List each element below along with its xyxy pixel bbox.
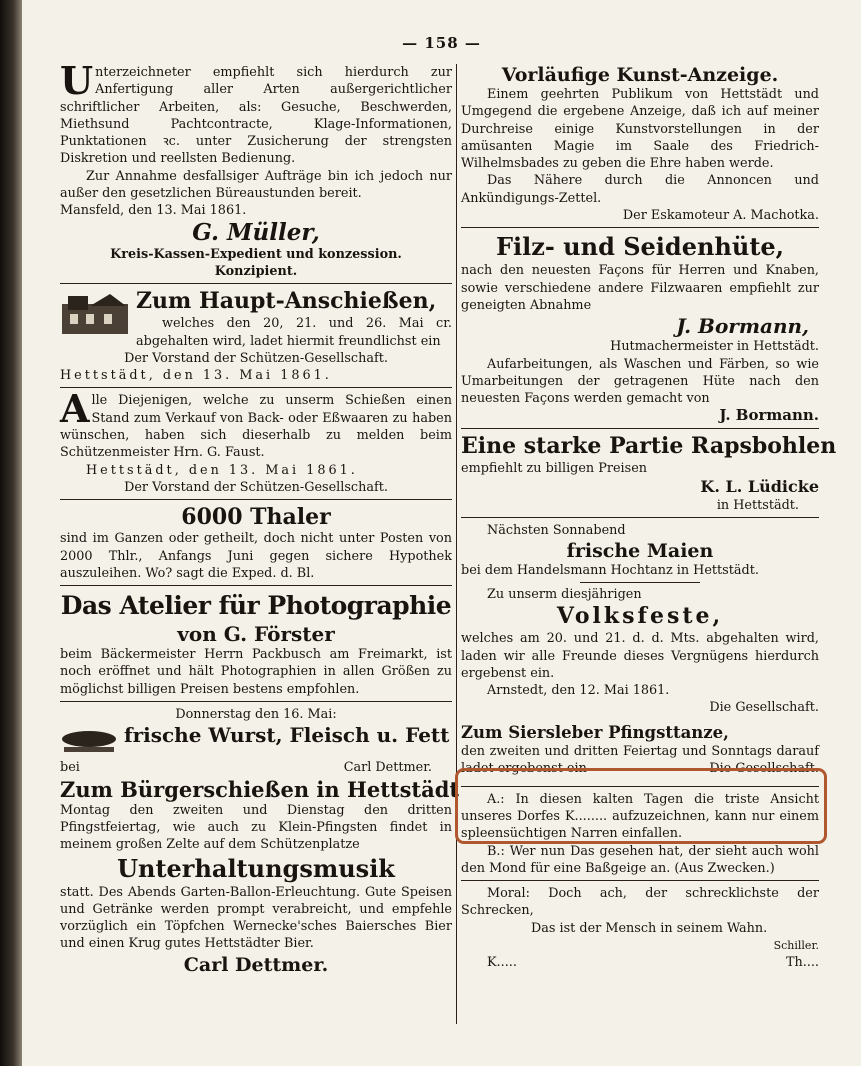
ad-text: lle Diejenigen, welche zu unserm Schießen einen Stand zum Verkauf von Back- oder Eßwaaren zu haben wünschen, haben sich dieserhalb zu melden beim Schützenmeister Hrn. G. Faust.	[60, 393, 452, 461]
ad-maien	[461, 522, 819, 579]
ad-text: nterzeichneter empfiehlt sich hierdurch zur Anfertigung aller Arten außergerichtlicher schriftlicher Arbeiten, als: Gesuche, Beschwerden, Miethsund Pachtcontracte, Klage-Informationen, Punktationen ꝛc. unter Zusicherung der strengsten Diskretion und reellsten Bedienung.	[60, 65, 452, 167]
ad-6000-thaler	[60, 504, 452, 582]
ad-signature: Der Vorstand der Schützen-Gesellschaft.	[124, 479, 388, 495]
ad-headline: Vorläufige Kunst-Anzeige.	[501, 64, 779, 86]
ad-name: K. L. Lüdicke	[700, 477, 819, 497]
ad-author: Schiller.	[773, 938, 819, 952]
ad-photo-atelier	[60, 590, 452, 698]
ad-text: welches am 20. und 21. d. d. Mts. abgehalten wird, laden wir alle Freunde dieses Vergnügens hierdurch ergebenst ein.	[461, 631, 819, 681]
ad-verkauf-stand	[60, 386, 452, 496]
ad-hutmacher	[461, 232, 819, 424]
left-column	[60, 58, 460, 977]
ad-headline: Filz- und Seidenhüte,	[495, 232, 785, 262]
ad-date: Donnerstag den 16. Mai:	[175, 707, 337, 723]
ad-moral: Moral: Doch ach, der schrecklichste der Schrecken,	[461, 886, 819, 919]
column-divider	[456, 64, 457, 1024]
ad-signature: Der Vorstand der Schützen-Gesellschaft.	[124, 350, 388, 366]
shooting-festival-engraving	[60, 290, 130, 340]
ad-text: empfiehlt zu billigen Preisen	[461, 460, 648, 476]
ad-date: Hettstädt, den 13. Mai 1861.	[86, 462, 358, 478]
ad-subheadline: von G. Förster	[177, 622, 335, 647]
sausage-engraving	[60, 725, 118, 759]
ad-dateline: Mansfeld, den 13. Mai 1861.	[60, 203, 247, 219]
ad-title: Kreis-Kassen-Expedient und konzession.	[110, 246, 402, 262]
ad-signature: Der Eskamoteur A. Machotka.	[622, 208, 819, 224]
ad-headline: frische Maien	[566, 539, 714, 562]
ad-big-line: Unterhaltungsmusik	[117, 853, 395, 883]
separator	[461, 227, 819, 228]
ad-text: Einem geehrten Publikum von Hettstädt und Umgegend die ergebene Anzeige, daß ich auf meiner Durchreise einige Kunstvorstellungen in der amüsanten Magie im Saale des Friedrich-Wilhelmsbades zu geben die Ehre haben werde.	[461, 87, 819, 172]
ad-place: in Hettstädt.	[716, 498, 799, 514]
drop-cap: U	[60, 58, 94, 103]
ad-kunst-anzeige	[461, 64, 819, 224]
ad-headline: 6000 Thaler	[181, 504, 331, 531]
page-number: — 158 —	[402, 34, 481, 52]
ad-text: den zweiten und dritten Feiertag und Sonntags darauf ladet ergebenst ein	[461, 743, 819, 777]
ad-headline: Volksfeste,	[556, 603, 724, 630]
ad-title-2: Konzipient.	[214, 263, 298, 279]
ad-name: J. Bormann,	[676, 314, 809, 339]
ad-rapsbohlen	[461, 432, 837, 515]
ad-wurst	[60, 706, 452, 777]
ad-text-a: A.: In diesen kalten Tagen die triste Ansicht unseres Dorfes K........ aufzuzeichnen, kann nur einem spleensüchtigen Narren einfallen.	[461, 791, 819, 842]
separator	[60, 585, 452, 586]
ad-name-2: J. Bormann.	[719, 406, 819, 425]
ad-buergerschiessen	[60, 776, 460, 977]
separator	[461, 517, 819, 518]
ad-text: sind im Ganzen oder getheilt, doch nicht unter Posten von 2000 Thlr., Anfangs Juni gegen sichere Hypothek auszuleihen. Wo? sagt die Exped. d. Bl.	[60, 531, 452, 581]
ad-text: beim Bäckermeister Herrn Packbusch am Freimarkt, ist noch eröffnet und hält Photographien in allen Größen zu möglichst billigen Preisen bestens empfohlen.	[60, 647, 452, 697]
ad-text-2: Aufarbeitungen, als Waschen und Färben, so wie Umarbeitungen der getragenen Hüte nach den neuesten Façons werden gemacht von	[461, 356, 819, 407]
highlight-box	[455, 768, 827, 844]
ad-haupt-anschiessen	[60, 288, 452, 384]
short-separator	[580, 582, 700, 583]
ad-title: Hutmachermeister in Hettstädt.	[610, 339, 819, 355]
ad-text-b: B.: Wer nun Das gesehen hat, der sieht auch wohl den Mond für eine Baßgeige an. (Aus Zwecken.)	[461, 843, 819, 876]
ad-volksfest	[461, 586, 819, 717]
separator	[60, 283, 452, 284]
separator	[60, 701, 452, 702]
ad-headline: Das Atelier für Photographie	[60, 591, 452, 621]
ad-text-2: Zur Annahme desfallsiger Aufträge bin ich jedoch nur außer den gesetzlichen Büreaustunden bereit.	[60, 168, 452, 202]
ad-name: Carl Dettmer.	[183, 953, 329, 976]
ad-signature: Die Gesellschaft.	[709, 761, 819, 777]
ad-name: Carl Dettmer.	[343, 760, 432, 776]
ad-name: G. Müller,	[192, 218, 320, 246]
ad-headline: Zum Bürgerschießen in Hettstädt	[60, 776, 460, 802]
ad-date: Hettstädt, den 13. Mai 1861.	[60, 368, 332, 384]
separator	[60, 387, 452, 388]
separator	[461, 880, 819, 881]
ad-bei: bei	[60, 760, 80, 776]
ad-text: welches den 20, 21. und 26. Mai cr. abgehalten wird, ladet hiermit freundlichst ein	[136, 316, 452, 349]
ad-text: Montag den zweiten und Dienstag den dritten Pfingstfeiertag, wie auch zu Klein-Pfingsten findet in meinem großen Zelte auf dem Schützenplatze	[60, 802, 452, 853]
ad-line: Nächsten Sonnabend	[487, 523, 626, 539]
drop-cap: A	[60, 386, 90, 432]
ad-date: Arnstedt, den 12. Mai 1861.	[487, 683, 670, 699]
ad-headline: frische Wurst, Fleisch u. Fett	[124, 723, 450, 748]
ad-headline: Zum Haupt-Anschießen,	[136, 288, 437, 315]
separator	[461, 428, 819, 429]
ad-moral-2: Das ist der Mensch in seinem Wahn.	[531, 920, 768, 936]
ad-headline: Eine starke Partie Rapsbohlen	[461, 432, 837, 459]
ad-text-2: Das Nähere durch die Annoncen und Ankündigungs-Zettel.	[461, 173, 819, 206]
ad-line: Zu unserm diesjährigen	[487, 586, 642, 602]
separator	[60, 499, 452, 500]
ad-headline: Zum Siersleber Pfingsttanze,	[461, 722, 729, 742]
ad-signature: Die Gesellschaft.	[709, 700, 819, 716]
book-binding-edge	[0, 0, 22, 1066]
ad-signature-left: K.....	[487, 955, 517, 971]
ad-text-2: statt. Des Abends Garten-Ballon-Erleuchtung. Gute Speisen und Getränke werden prompt verabreicht, und empfehle vorzüglich ein Töpfchen Wernecke'sches Baiersches Bier und einen Krug gutes Hettstädter Bier.	[60, 884, 452, 952]
ad-signature-right: Th....	[785, 955, 819, 971]
ad-mueller	[60, 58, 452, 280]
ad-text: nach den neuesten Façons für Herren und Knaben, sowie verschiedene andere Filzwaaren empfiehlt zur geneigten Abnahme	[461, 263, 819, 313]
ad-text: bei dem Handelsmann Hochtanz in Hettstädt.	[461, 562, 759, 578]
